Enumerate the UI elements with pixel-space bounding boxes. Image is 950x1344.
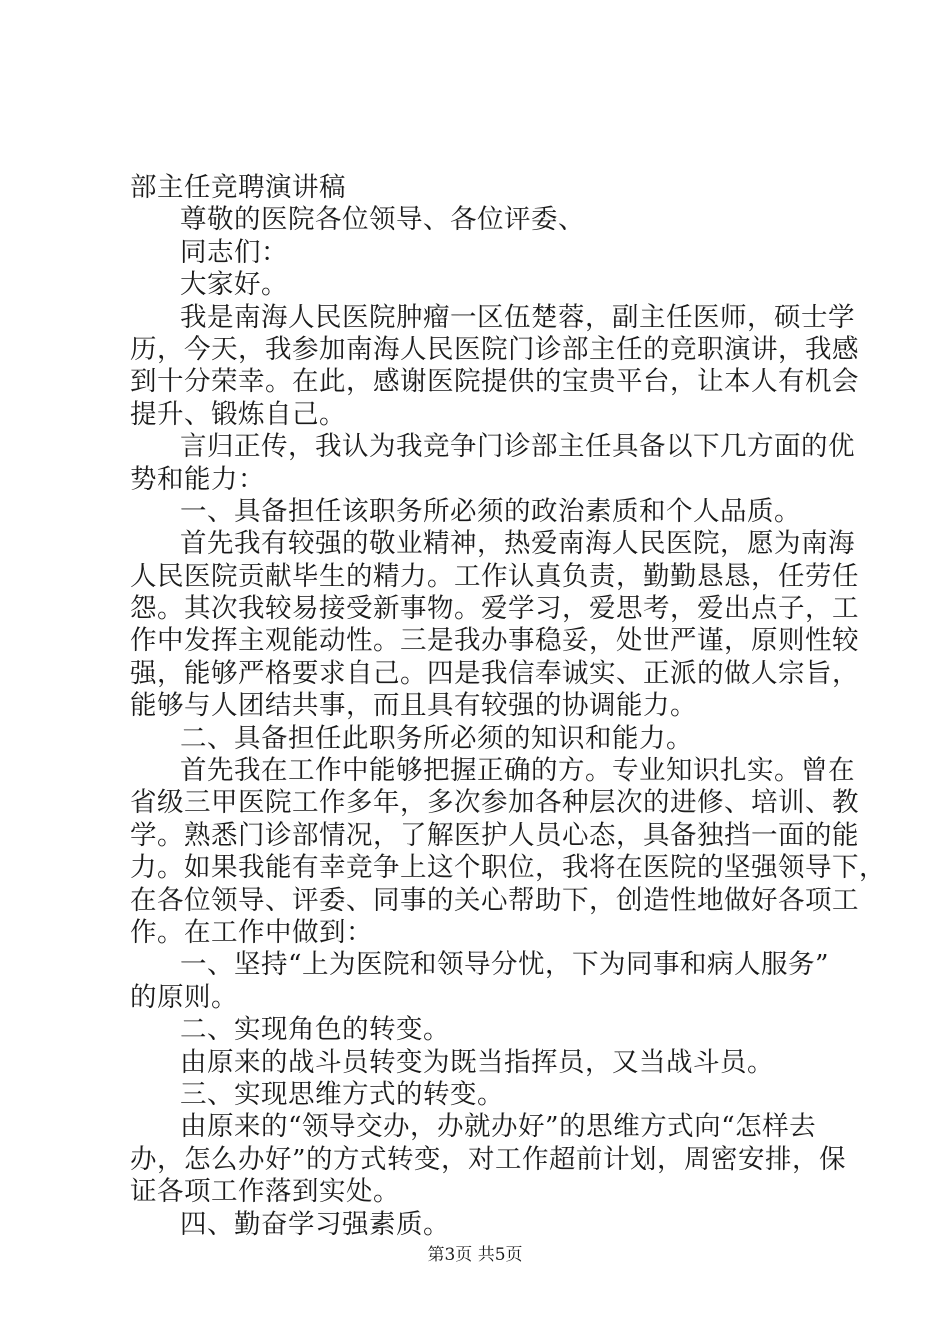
text-line: 作中发挥主观能动性。三是我办事稳妥，处世严谨，原则性较 xyxy=(130,625,859,657)
text-line: 二、具备担任此职务所必须的知识和能力。 xyxy=(180,722,693,754)
text-line: 三、实现思维方式的转变。 xyxy=(180,1078,504,1110)
text-line: 首先我在工作中能够把握正确的方。专业知识扎实。曾在 xyxy=(180,755,855,787)
text-line: 历，今天，我参加南海人民医院门诊部主任的竞职演讲，我感 xyxy=(130,333,859,365)
page-indicator: 第3页 共5页 xyxy=(427,1245,523,1265)
text-line: 首先我有较强的敬业精神，热爱南海人民医院，愿为南海 xyxy=(180,528,855,560)
text-line: 一、坚持“上为医院和领导分忧，下为同事和病人服务” xyxy=(180,949,830,981)
text-line: 的原则。 xyxy=(130,981,238,1013)
text-line: 一、具备担任该职务所必须的政治素质和个人品质。 xyxy=(180,495,801,527)
document-title: 部主任竞聘演讲稿 xyxy=(130,172,346,203)
text-line: 二、实现角色的转变。 xyxy=(180,1014,450,1046)
text-line: 到十分荣幸。在此，感谢医院提供的宝贵平台，让本人有机会 xyxy=(130,366,859,398)
document-body xyxy=(130,172,886,1241)
text-line: 由原来的战斗员转变为既当指挥员，又当战斗员。 xyxy=(180,1046,774,1078)
text-line: 强，能够严格要求自己。四是我信奉诚实、正派的做人宗旨， xyxy=(130,657,859,689)
text-line: 尊敬的医院各位领导、各位评委、 xyxy=(180,204,585,236)
text-line: 省级三甲医院工作多年，多次参加各种层次的进修、培训、教 xyxy=(130,787,859,819)
text-line: 我是南海人民医院肿瘤一区伍楚蓉，副主任医师，硕士学 xyxy=(180,301,855,333)
text-line: 怨。其次我较易接受新事物。爱学习，爱思考，爱出点子，工 xyxy=(130,593,859,625)
text-line: 证各项工作落到实处。 xyxy=(130,1176,400,1208)
text-line: 作。在工作中做到： xyxy=(130,916,373,948)
text-line: 由原来的“领导交办，办就办好”的思维方式向“怎样去 xyxy=(180,1111,817,1143)
text-line: 力。如果我能有幸竞争上这个职位，我将在医院的坚强领导下， xyxy=(130,852,886,884)
text-line: 办，怎么办好”的方式转变，对工作超前计划，周密安排，保 xyxy=(130,1143,847,1175)
text-line: 势和能力： xyxy=(130,463,265,495)
text-line: 学。熟悉门诊部情况，了解医护人员心态，具备独挡一面的能 xyxy=(130,819,859,851)
text-line: 在各位领导、评委、同事的关心帮助下，创造性地做好各项工 xyxy=(130,884,859,916)
text-line: 能够与人团结共事，而且具有较强的协调能力。 xyxy=(130,690,697,722)
text-line: 提升、锻炼自己。 xyxy=(130,398,346,430)
text-line: 言归正传，我认为我竞争门诊部主任具备以下几方面的优 xyxy=(180,431,855,463)
text-line: 同志们： xyxy=(180,236,288,268)
text-line: 四、勤奋学习强素质。 xyxy=(180,1208,450,1240)
text-line: 人民医院贡献毕生的精力。工作认真负责，勤勤恳恳，任劳任 xyxy=(130,560,859,592)
page-footer xyxy=(0,1243,950,1267)
text-line: 大家好。 xyxy=(180,269,288,301)
